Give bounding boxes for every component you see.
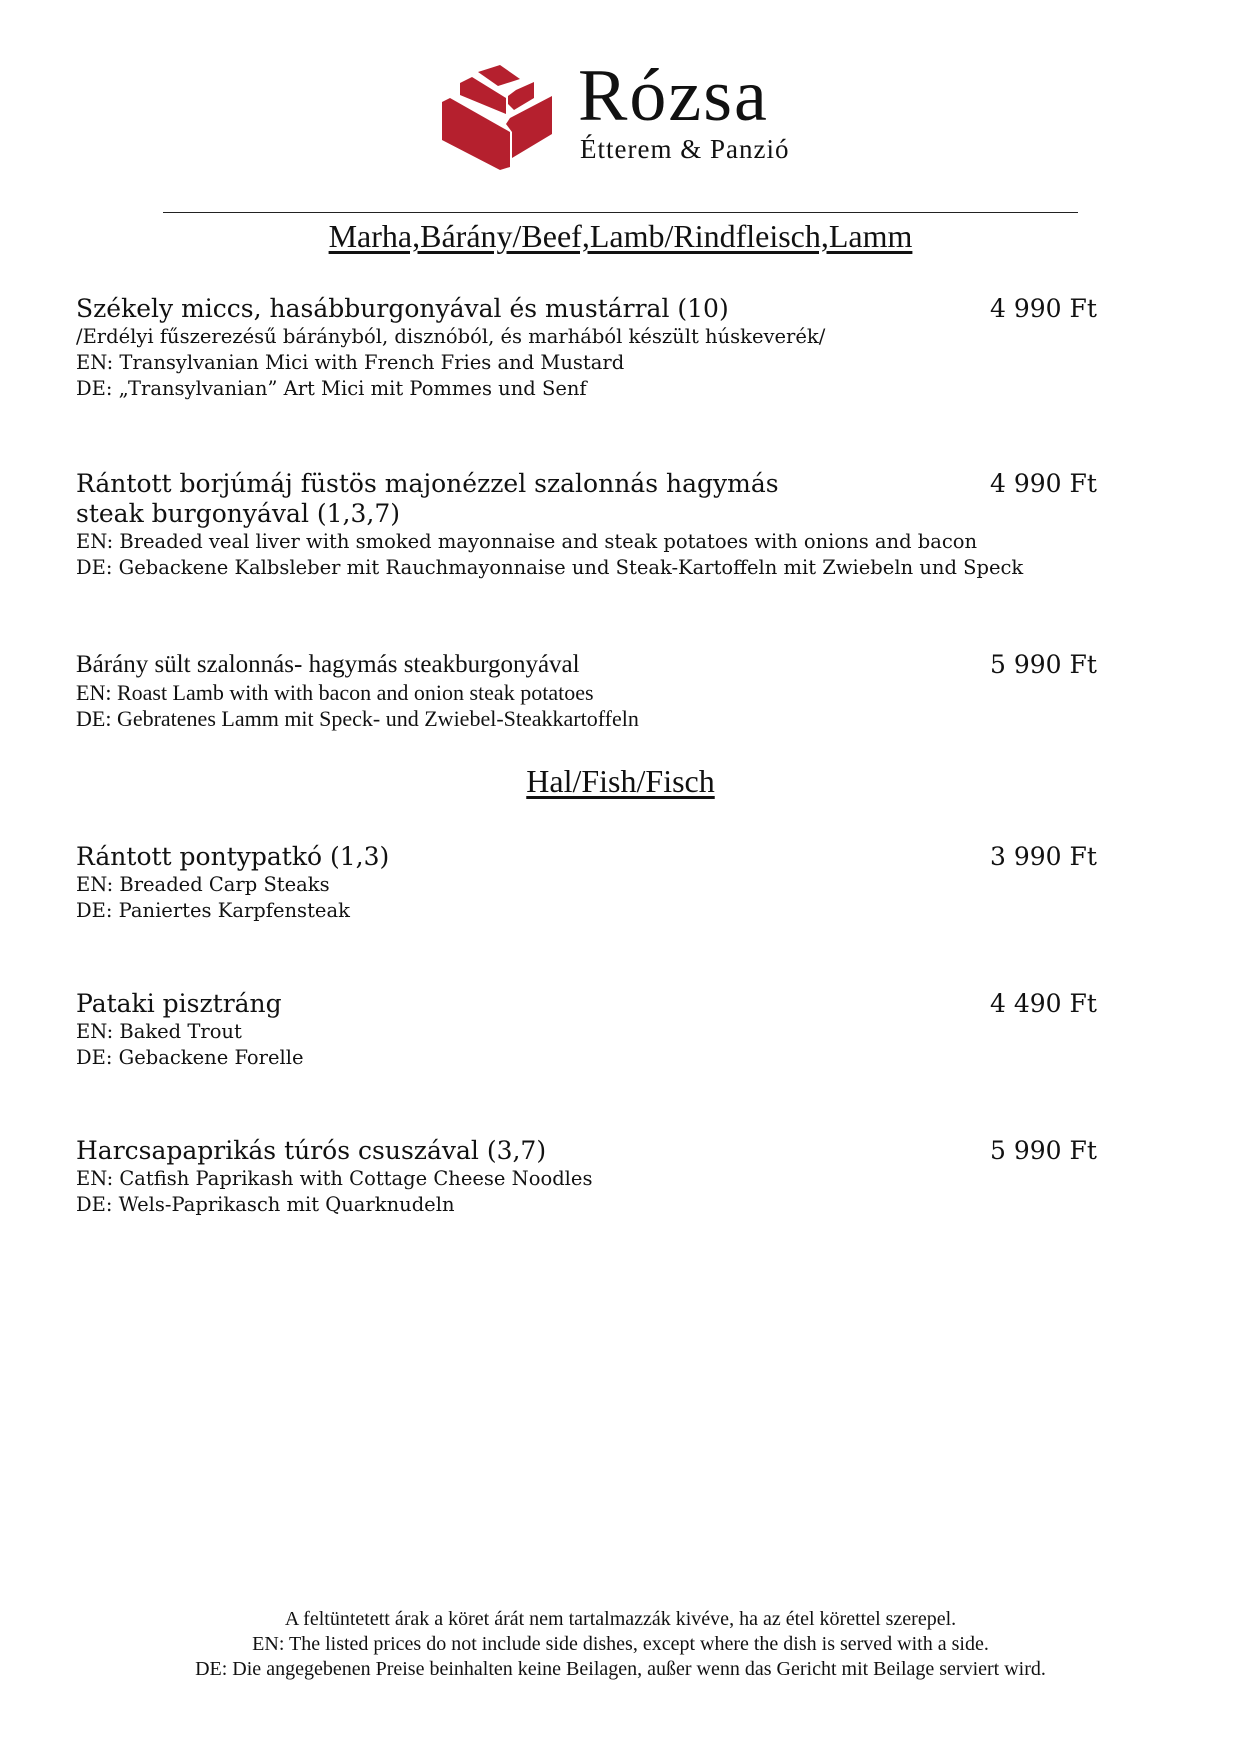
item-description-de: DE: „Transylvanian” Art Mici mit Pommes und Senf xyxy=(76,377,587,400)
item-description-hu: /Erdélyi fűszerezésű bárányból, disznóból, és marhából készült húskeverék/ xyxy=(76,325,826,348)
item-description-de: DE: Paniertes Karpfensteak xyxy=(76,899,350,922)
item-description-de: DE: Gebackene Forelle xyxy=(76,1046,304,1069)
item-price: 5 990 Ft xyxy=(990,1136,1097,1165)
item-price: 3 990 Ft xyxy=(990,842,1097,871)
item-description-en: EN: Transylvanian Mici with French Fries and Mustard xyxy=(76,351,625,374)
item-name-line-2: steak burgonyával (1,3,7) xyxy=(76,499,400,528)
item-name: Pataki pisztráng xyxy=(76,989,282,1018)
item-name: Székely miccs, hasábburgonyával és mustárral (10) xyxy=(76,294,729,323)
item-description-en: EN: Breaded veal liver with smoked mayonnaise and steak potatoes with onions and bacon xyxy=(76,530,978,553)
item-description-en: EN: Breaded Carp Steaks xyxy=(76,873,330,896)
item-name: Rántott borjúmáj füstös majonézzel szalonnás hagymás xyxy=(76,469,779,498)
item-description-en: EN: Catfish Paprikash with Cottage Cheese Noodles xyxy=(76,1167,593,1190)
footer-note-de: DE: Die angegebenen Preise beinhalten keine Beilagen, außer wenn das Gericht mit Beilage serviert wird. xyxy=(195,1658,1046,1680)
item-name: Rántott pontypatkó (1,3) xyxy=(76,842,390,871)
item-price: 4 990 Ft xyxy=(990,469,1097,498)
item-description-de: DE: Gebratenes Lamm mit Speck- und Zwiebel-Steakkartoffeln xyxy=(76,706,639,731)
footer-note-en: EN: The listed prices do not include side dishes, except where the dish is served with a side. xyxy=(252,1633,989,1655)
footer-note-hu: A feltüntetett árak a köret árát nem tartalmazzák kivéve, ha az étel körettel szerepel. xyxy=(284,1608,957,1630)
item-name: Harcsapaprikás túrós csuszával (3,7) xyxy=(76,1136,547,1165)
item-price: 4 990 Ft xyxy=(990,294,1097,323)
section-title-fish: Hal/Fish/Fisch xyxy=(526,763,715,799)
item-price: 4 490 Ft xyxy=(990,989,1097,1018)
brand-subtitle: Étterem & Panzió xyxy=(580,134,790,164)
item-description-en: EN: Baked Trout xyxy=(76,1020,242,1043)
item-description-en: EN: Roast Lamb with with bacon and onion steak potatoes xyxy=(76,680,594,705)
item-price: 5 990 Ft xyxy=(990,650,1097,679)
brand-name: Rózsa xyxy=(578,55,769,137)
header-divider xyxy=(163,212,1078,213)
footer-note xyxy=(0,1607,1241,1682)
item-name: Bárány sült szalonnás- hagymás steakburgonyával xyxy=(76,651,580,678)
rose-cube-logo-icon xyxy=(440,62,560,174)
item-description-de: DE: Wels-Paprikasch mit Quarknudeln xyxy=(76,1193,455,1216)
section-title-beef-lamb: Marha,Bárány/Beef,Lamb/Rindfleisch,Lamm xyxy=(328,218,913,254)
item-description-de: DE: Gebackene Kalbsleber mit Rauchmayonnaise und Steak-Kartoffeln mit Zwiebeln und Speck xyxy=(76,556,1024,579)
